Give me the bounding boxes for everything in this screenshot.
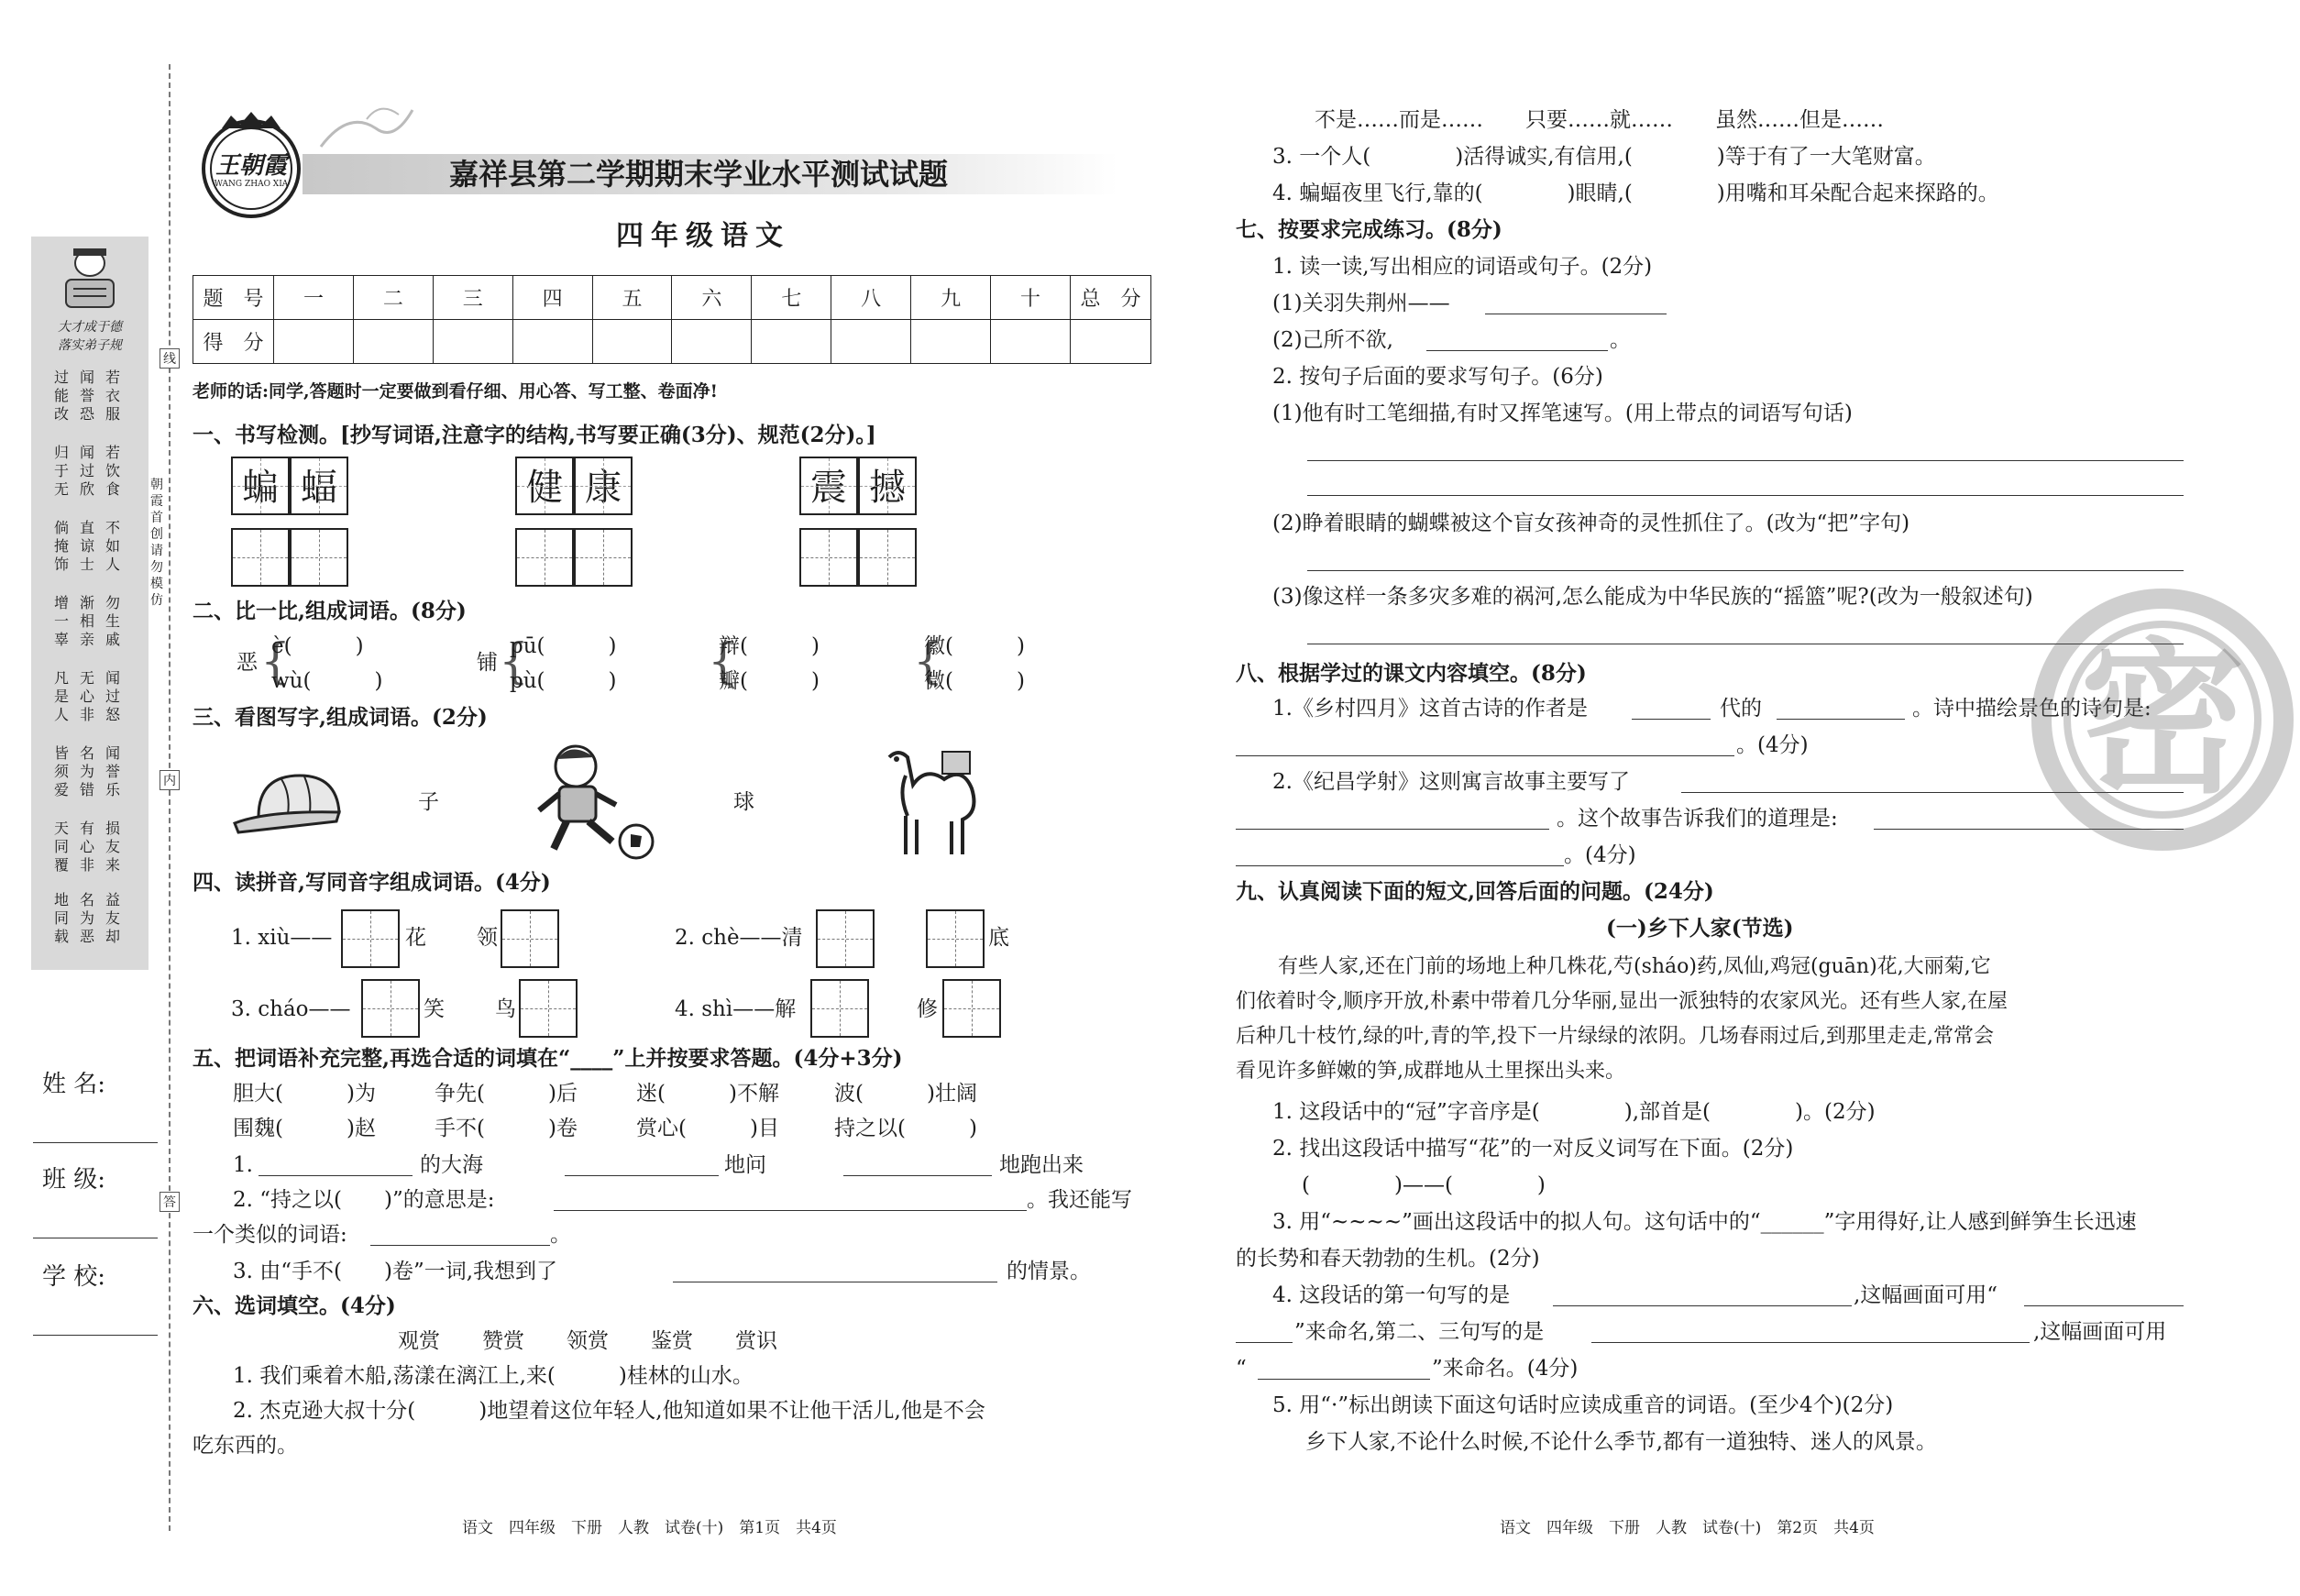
- verse-col: 勿生戚: [105, 594, 120, 648]
- score-header-cell: 五: [592, 276, 672, 320]
- teacher-note: 老师的话:同学,答题时一定要做到看仔细、用心答、写工整、卷面净!: [193, 381, 718, 402]
- verse-col: 倘掩饰: [53, 519, 69, 573]
- score-header-cell: 三: [433, 276, 512, 320]
- q8-1b: 代的: [1720, 697, 1762, 721]
- verse-col: 闻誉恐: [79, 369, 94, 423]
- idiom[interactable]: 手不( )卷: [435, 1117, 578, 1140]
- idiom[interactable]: 波( )壮阔: [834, 1082, 977, 1106]
- q2-char-e: 恶: [237, 651, 258, 675]
- q8-1a: 1.《乡村四月》这首古诗的作者是: [1272, 697, 1588, 721]
- char-answer-box[interactable]: [810, 979, 869, 1038]
- verse-col: 渐相亲: [79, 594, 94, 648]
- q5-s3: 3. 由“手不( )卷”一词,我想到了: [233, 1260, 558, 1283]
- q4-title: 四、读拼音,写同音字组成词语。(4分): [193, 870, 551, 895]
- score-cell[interactable]: [831, 320, 911, 364]
- verse-col: 若饮食: [105, 444, 120, 498]
- q8-2c: 。(4分): [1564, 843, 1636, 867]
- q4-item-1a: 花: [405, 926, 426, 950]
- q7-1b-end: 。: [1610, 328, 1631, 352]
- passage-line: 后种几十枝竹,绿的叶,青的竿,投下一片绿绿的浓阴。几场春雨过后,到那里走走,常常会: [1236, 1025, 1994, 1048]
- camel-picture: [871, 739, 990, 860]
- fold-label-1: 线: [160, 348, 180, 369]
- verse-col: 闻过欣: [79, 444, 94, 498]
- q7-2c: (3)像这样一条多灾多难的祸河,怎么能成为中华民族的“摇篮”呢?(改为一般叙述句): [1272, 585, 2033, 609]
- answer-line[interactable]: [2024, 1305, 2184, 1306]
- char-answer-box[interactable]: [501, 909, 559, 968]
- q5-s2: 2. “持之以( )”的意思是:: [233, 1188, 495, 1212]
- scholar-illustration: [46, 243, 134, 316]
- q7-2b: (2)睁着眼睛的蝴蝶被这个盲女孩神奇的灵性抓住了。(改为“把”字句): [1272, 512, 1910, 535]
- verse-col: 地同载: [53, 891, 69, 945]
- score-cell[interactable]: [433, 320, 512, 364]
- verse-col: 凡是人: [53, 669, 69, 723]
- copy-char-box: 震: [799, 457, 858, 515]
- right-page-footer: 语文 四年级 下册 人教 试卷(十) 第2页 共4页: [1500, 1519, 1875, 1537]
- answer-line[interactable]: [1236, 1342, 1293, 1343]
- verse-col: 皆须爱: [53, 744, 69, 798]
- q4-item-2b: 底: [988, 926, 1009, 950]
- answer-line[interactable]: [1553, 1305, 1852, 1306]
- writing-box[interactable]: [515, 528, 574, 587]
- q6-s2-cont: 吃东西的。: [193, 1434, 298, 1458]
- q6-word-bank: 观赏 赞赏 领赏 鉴赏 赏识: [398, 1329, 777, 1353]
- score-cell[interactable]: [911, 320, 991, 364]
- answer-line[interactable]: [843, 1175, 992, 1176]
- verse-col: 益友却: [105, 891, 120, 945]
- q7-1: 1. 读一读,写出相应的词语或句子。(2分): [1272, 255, 1653, 279]
- q9-a2-answer[interactable]: ( )——( ): [1302, 1173, 1546, 1197]
- copy-char-box: 蝙: [231, 457, 290, 515]
- score-header-cell: 四: [512, 276, 592, 320]
- score-header-cell: 七: [752, 276, 831, 320]
- q2-brace: {: [499, 634, 530, 689]
- q2-brace: {: [260, 634, 292, 689]
- score-cell[interactable]: [353, 320, 433, 364]
- score-cell[interactable]: [672, 320, 752, 364]
- answer-line[interactable]: [1236, 829, 1549, 830]
- score-cell[interactable]: [991, 320, 1071, 364]
- verse-col: 有心非: [79, 820, 94, 874]
- q6-s1[interactable]: 1. 我们乘着木船,荡漾在漓江上,来( )桂林的山水。: [233, 1364, 754, 1388]
- q4-item-4: 4. shì——解: [675, 997, 797, 1021]
- q9-a1[interactable]: 1. 这段话中的“冠”字音序是( ),部首是( )。(2分): [1272, 1100, 1876, 1124]
- answer-line[interactable]: [1236, 865, 1564, 866]
- q5-s1-num: 1.: [233, 1153, 253, 1177]
- q7-2: 2. 按句子后面的要求写句子。(6分): [1272, 365, 1603, 389]
- q9-a5: 5. 用“·”标出朗读下面这句话时应读成重音的词语。(至少4个)(2分): [1272, 1393, 1894, 1417]
- answer-line[interactable]: [370, 1245, 550, 1246]
- q5-s2-b: 。我还能写: [1027, 1188, 1132, 1212]
- q9-a3[interactable]: 3. 用“~~~~”画出这段话中的拟人句。这句话中的“______”字用得好,让人感到鲜笋生长迅速: [1272, 1210, 2137, 1234]
- score-header-row: [193, 276, 1151, 320]
- logo-text: 王朝霞: [215, 152, 287, 180]
- verse-col: 闻过怒: [105, 669, 120, 723]
- passage-line: 们依着时令,顺序开放,朴素中带着几分华丽,显出一派独特的农家风光。还有些人家,在屋: [1236, 990, 2008, 1013]
- q5-s1-c: 地问: [724, 1153, 766, 1177]
- ribbon-decoration: [312, 101, 422, 156]
- copy-char-box: 撼: [858, 457, 917, 515]
- verse-col: 若衣服: [105, 369, 120, 423]
- class-label: 班 级:: [42, 1166, 106, 1194]
- q7-title: 七、按要求完成练习。(8分): [1236, 217, 1502, 242]
- passage-line: 看见许多鲜嫩的笋,成群地从土里探出头来。: [1236, 1060, 1625, 1083]
- q2-bian-1[interactable]: 辩( ): [719, 634, 820, 658]
- answer-line[interactable]: [1307, 495, 2184, 496]
- answer-line[interactable]: [1632, 719, 1711, 720]
- q8-title: 八、根据学过的课文内容填空。(8分): [1236, 661, 1587, 686]
- fold-label-3: 答: [160, 1192, 180, 1212]
- q9-a4b: ,这幅画面可用“: [1854, 1283, 1998, 1307]
- score-header-cell: 八: [831, 276, 911, 320]
- char-answer-box[interactable]: [926, 909, 985, 968]
- verse-col: 直谅士: [79, 519, 94, 573]
- q6-s2[interactable]: 2. 杰克逊大叔十分( )地望着这位年轻人,他知道如果不让他干活儿,他是不会: [233, 1399, 985, 1423]
- q4-item-1b: 领: [477, 926, 498, 950]
- verse-col: 名为恶: [79, 891, 94, 945]
- score-header-cell: 二: [353, 276, 433, 320]
- q9-a3-cont: 的长势和春天勃勃的生机。(2分): [1236, 1247, 1540, 1271]
- conjunction-bank: 不是……而是…… 只要……就…… 虽然……但是……: [1315, 108, 1884, 132]
- q9-a2: 2. 找出这段话中描写“花”的一对反义词写在下面。(2分): [1272, 1137, 1794, 1161]
- score-header-cell: 总 分: [1071, 276, 1151, 320]
- soccer-boy-picture: [521, 739, 658, 862]
- score-cell[interactable]: [752, 320, 831, 364]
- q4-item-3a: 笑: [424, 997, 445, 1021]
- q9-a4a: 4. 这段话的第一句写的是: [1272, 1283, 1511, 1307]
- q5-s2-c: 一个类似的词语:: [193, 1223, 347, 1247]
- q9-a5-sentence[interactable]: 乡下人家,不论什么时候,不论什么季节,都有一道独特、迷人的风景。: [1305, 1430, 1937, 1454]
- r6-s4[interactable]: 4. 蝙蝠夜里飞行,靠的( )眼睛,( )用嘴和耳朵配合起来探路的。: [1272, 182, 1999, 205]
- q3-title: 三、看图写字,组成词语。(2分): [193, 705, 488, 730]
- school-input-line[interactable]: [33, 1335, 158, 1336]
- q9-title: 九、认真阅读下面的短文,回答后面的问题。(24分): [1236, 879, 1714, 904]
- q2-pu-1[interactable]: pū( ): [510, 634, 617, 658]
- fold-notice: 朝霞首创 请勿模仿: [150, 478, 163, 608]
- q9-a4f: ”来命名。(4分): [1432, 1357, 1579, 1381]
- cap-picture: [231, 766, 350, 840]
- q5-s1-b: 的大海: [420, 1153, 483, 1177]
- q2-char-pu: 铺: [477, 651, 498, 675]
- exam-title: 嘉祥县第二学期期末学业水平测试试题: [449, 157, 949, 192]
- q2-hui-2[interactable]: 微( ): [924, 669, 1025, 693]
- answer-line[interactable]: [1591, 1342, 2030, 1343]
- idiom[interactable]: 持之以( ): [834, 1117, 977, 1140]
- passage-title: (一)乡下人家(节选): [1606, 916, 1794, 941]
- char-answer-box[interactable]: [341, 909, 400, 968]
- q5-s2-d: 。: [550, 1223, 571, 1247]
- passage-line: 有些人家,还在门前的场地上种几株花,芍(sháo)药,凤仙,鸡冠(guān)花,大丽菊,它: [1278, 955, 1991, 978]
- q7-2a: (1)他有时工笔细描,有时又挥笔速写。(用上带点的词语写句话): [1272, 402, 1853, 425]
- idiom[interactable]: 围魏( )赵: [233, 1117, 376, 1140]
- verse-col: 名为错: [79, 744, 94, 798]
- char-answer-box[interactable]: [519, 979, 578, 1038]
- score-cell[interactable]: [512, 320, 592, 364]
- score-header-cell: 六: [672, 276, 752, 320]
- q2-e-1[interactable]: è( ): [271, 634, 364, 658]
- q8-2b: 。这个故事告诉我们的道理是:: [1557, 807, 1838, 831]
- q2-bian-2[interactable]: 瓣( ): [719, 669, 820, 693]
- answer-line[interactable]: [565, 1175, 719, 1176]
- q3-word-2: 球: [733, 790, 754, 814]
- q9-a4c: ”来命名,第二、三句写的是: [1294, 1320, 1545, 1344]
- q5-s3-b: 的情景。: [1007, 1260, 1091, 1283]
- score-header-cell: 九: [911, 276, 991, 320]
- q2-pu-2[interactable]: pù( ): [510, 669, 617, 693]
- verse-col: 归于无: [53, 444, 69, 498]
- score-cell[interactable]: [1071, 320, 1151, 364]
- q7-1a: (1)关羽失荆州——: [1272, 292, 1450, 315]
- q6-title: 六、选词填空。(4分): [193, 1293, 396, 1318]
- verse-col: 不如人: [105, 519, 120, 573]
- answer-line[interactable]: [1307, 460, 2184, 461]
- copy-char-box: 健: [515, 457, 574, 515]
- char-answer-box[interactable]: [361, 979, 420, 1038]
- q4-item-4b: 修: [917, 997, 938, 1021]
- q9-a4e: “: [1236, 1357, 1247, 1381]
- answer-line[interactable]: [1426, 350, 1608, 351]
- school-label: 学 校:: [42, 1263, 106, 1291]
- score-cell[interactable]: [592, 320, 672, 364]
- answer-line[interactable]: [554, 1210, 1027, 1211]
- writing-box[interactable]: [858, 528, 917, 587]
- fold-label-2: 内: [160, 770, 180, 790]
- sidebar-verses: [46, 363, 147, 950]
- answer-line[interactable]: [259, 1175, 413, 1176]
- q4-item-3: 3. cháo——: [231, 997, 351, 1021]
- q5-title: 五、把词语补充完整,再选合适的词填在“____”上并按要求答题。(4分+3分): [193, 1046, 903, 1071]
- verse-col: 增一辜: [53, 594, 69, 648]
- q8-1c: 。诗中描绘景色的诗句是:: [1912, 697, 2151, 721]
- score-header-cell: 十: [991, 276, 1071, 320]
- q2-brace: {: [708, 634, 739, 689]
- writing-box[interactable]: [574, 528, 633, 587]
- q5-s1-d: 地跑出来: [999, 1153, 1084, 1177]
- q4-item-1: 1. xiù——: [231, 926, 333, 950]
- q8-2a: 2.《纪昌学射》这则寓言故事主要写了: [1272, 770, 1630, 794]
- verse-col: 天同覆: [53, 820, 69, 874]
- sidebar-motto-2: 落实弟子规: [58, 338, 122, 353]
- exam-subtitle: 四年级语文: [616, 220, 790, 252]
- writing-box[interactable]: [290, 528, 348, 587]
- secret-stamp-char: 密: [2079, 622, 2245, 816]
- verse-col: 损友来: [105, 820, 120, 874]
- left-page-footer: 语文 四年级 下册 人教 试卷(十) 第1页 共4页: [462, 1519, 837, 1537]
- fold-line: [169, 64, 171, 1531]
- writing-box[interactable]: [799, 528, 858, 587]
- answer-line[interactable]: [1236, 755, 1734, 756]
- copy-char-box: 康: [574, 457, 633, 515]
- verse-col: 无心非: [79, 669, 94, 723]
- name-input-line[interactable]: [33, 1142, 158, 1143]
- char-answer-box[interactable]: [942, 979, 1001, 1038]
- q9-a4d: ,这幅画面可用: [2033, 1320, 2167, 1344]
- score-value-row: [193, 320, 1151, 364]
- q2-hui-1[interactable]: 徽( ): [924, 634, 1025, 658]
- verse-col: 闻誉乐: [105, 744, 120, 798]
- q2-title: 二、比一比,组成词语。(8分): [193, 599, 467, 623]
- idiom[interactable]: 争先( )后: [435, 1082, 578, 1106]
- q2-e-2[interactable]: wù( ): [271, 669, 383, 693]
- answer-line[interactable]: [1307, 570, 2184, 571]
- verse-col: 过能改: [53, 369, 69, 423]
- q3-word-1: 子: [418, 790, 439, 814]
- answer-line[interactable]: [1258, 1379, 1430, 1380]
- idiom[interactable]: 胆大( )为: [233, 1082, 376, 1106]
- score-cell[interactable]: [274, 320, 354, 364]
- score-header-cell: 题 号: [193, 276, 274, 320]
- score-table: [193, 275, 1151, 364]
- char-answer-box[interactable]: [816, 909, 875, 968]
- copy-char-box: 蝠: [290, 457, 348, 515]
- writing-box[interactable]: [231, 528, 290, 587]
- idiom[interactable]: 赏心( )目: [636, 1117, 779, 1140]
- q4-item-3b: 鸟: [495, 997, 516, 1021]
- r6-s3[interactable]: 3. 一个人( )活得诚实,有信用,( )等于有了一大笔财富。: [1272, 145, 1936, 169]
- score-header-cell: 一: [274, 276, 354, 320]
- q1-title: 一、书写检测。[抄写词语,注意字的结构,书写要正确(3分)、规范(2分)。]: [193, 423, 876, 447]
- score-row-label: 得 分: [193, 320, 274, 364]
- name-label: 姓 名:: [42, 1071, 106, 1098]
- q7-1b: (2)己所不欲,: [1272, 328, 1393, 352]
- q8-1d: 。(4分): [1736, 733, 1809, 757]
- q4-item-2: 2. chè——清: [675, 926, 803, 950]
- answer-line[interactable]: [1777, 719, 1905, 720]
- q2-brace: {: [913, 634, 944, 689]
- logo-subtext: WANG ZHAO XIA: [214, 180, 289, 189]
- sidebar-motto-1: 大才成于德: [58, 320, 122, 335]
- idiom[interactable]: 迷( )不解: [636, 1082, 779, 1106]
